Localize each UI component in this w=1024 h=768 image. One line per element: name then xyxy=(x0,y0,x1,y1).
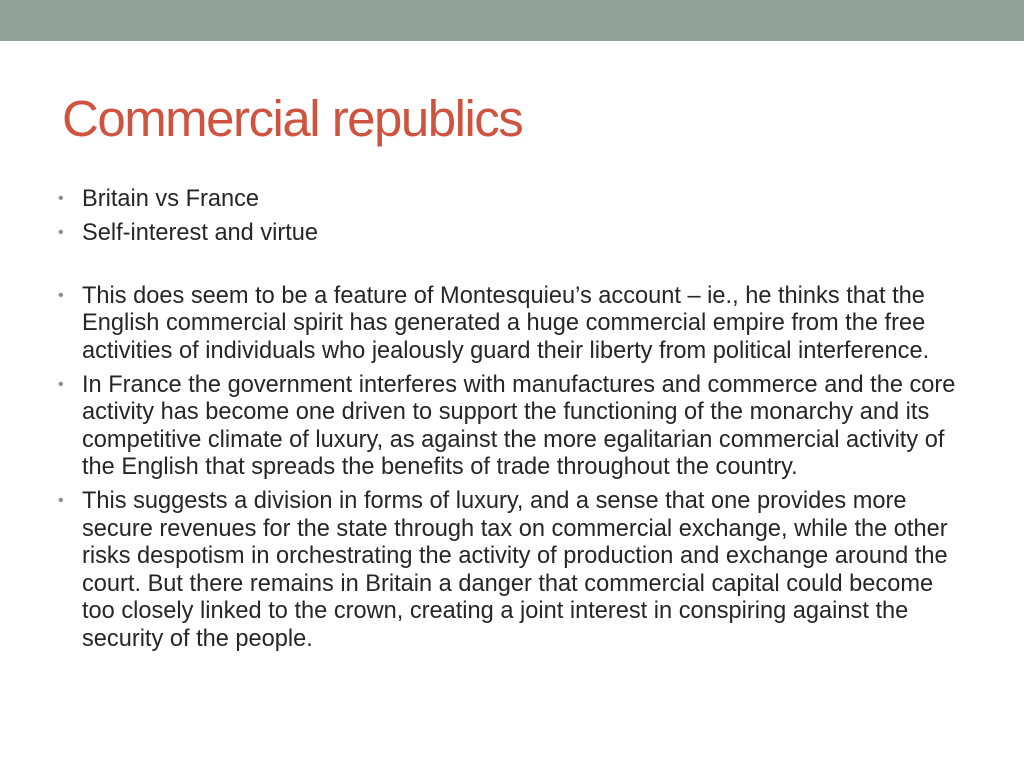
bullet-icon: • xyxy=(58,224,64,241)
bullet-icon: • xyxy=(58,190,64,207)
bullet-text: Britain vs France xyxy=(82,186,260,212)
bullet-text: In France the government interferes with manufactures and commerce and the core activity has become one driven to support the functioning of the monarchy and its competitive climate of luxury, as against the more egalitarian commercial activity of the English that spreads the benefits of trade throughout the country. xyxy=(82,371,956,480)
bullet-item xyxy=(58,220,968,248)
bullet-list xyxy=(58,186,968,660)
bullet-item xyxy=(58,186,968,214)
bullet-item xyxy=(58,283,968,366)
bullet-icon: • xyxy=(58,492,64,509)
bullet-icon: • xyxy=(58,286,64,304)
header-accent-band xyxy=(0,0,1024,41)
bullet-text: Self-interest and virtue xyxy=(82,220,319,246)
slide-title: Commercial republics xyxy=(62,90,523,147)
bullet-text: This does seem to be a feature of Montesquieu’s account – ie., he thinks that the English commercial spirit has generated a huge commercial empire from the free activities of individuals who jealously guard their liberty from political interference. xyxy=(82,282,930,364)
bullet-item xyxy=(58,372,968,482)
bullet-text: This suggests a division in forms of luxury, and a sense that one provides more secure revenues for the state through tax on commercial exchange, while the other risks despotism in orchestrating the activity of production and exchange around the court. But there remains in Britain a danger that commercial capital could become too closely linked to the crown, creating a joint interest in conspiring against the security of the people. xyxy=(82,488,948,652)
bullet-item xyxy=(58,488,968,653)
bullet-icon: • xyxy=(58,375,64,393)
